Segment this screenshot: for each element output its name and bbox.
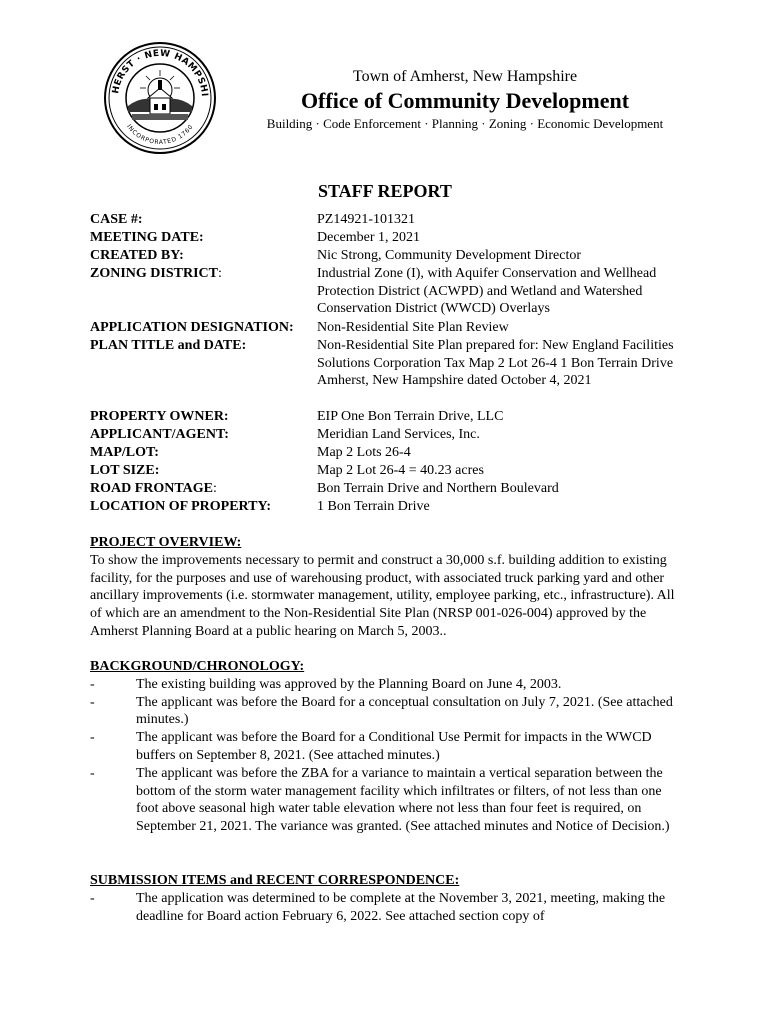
bullet-dash: - [90, 890, 95, 906]
field-label: PLAN TITLE and DATE: [90, 338, 247, 353]
field-value: Bon Terrain Drive and Northern Boulevard [317, 481, 559, 496]
field-value: Nic Strong, Community Development Director [317, 248, 582, 263]
field-value: EIP One Bon Terrain Drive, LLC [317, 409, 504, 424]
bullet-dash: - [90, 765, 95, 781]
list-item: - The applicant was before the ZBA for a variance to maintain a vertical separation between the bottom of the storm water management facility which infiltrates or filters, of not less than one foot above seasonal high water table elevation where not less than four feet is required, on September 21, 2021. The variance was granted. (See attached minutes and Notice of Decision.) [90, 765, 670, 835]
field-label: MAP/LOT: [90, 445, 159, 460]
header-departments: Building · Code Enforcement · Planning · Zoning · Economic Development [266, 116, 664, 131]
svg-text:INCORPORATED 1760: INCORPORATED 1760 [125, 123, 195, 147]
field-value: Meridian Land Services, Inc. [317, 427, 480, 442]
field-label: ZONING DISTRICT: [90, 266, 222, 281]
field-value: Map 2 Lots 26-4 [317, 445, 411, 460]
field-label: LOT SIZE: [90, 463, 160, 478]
list-item: - The application was determined to be complete at the November 3, 2021, meeting, making the deadline for Board action February 6, 2022. See attached section copy of [90, 890, 666, 924]
field-value: Non-Residential Site Plan prepared for: New England Facilities Solutions Corporation Tax Map 2 Lot 26-4 1 Bon Terrain Drive Amherst, New Hampshire dated October 4, 2021 [317, 338, 674, 389]
field-value: December 1, 2021 [317, 230, 421, 245]
list-item: - The applicant was before the Board for a conceptual consultation on July 7, 2021. (See attached minutes.) [90, 694, 673, 728]
field-value: Non-Residential Site Plan Review [317, 320, 509, 335]
section-project-overview [90, 534, 680, 641]
field-value: 1 Bon Terrain Drive [317, 499, 430, 514]
field-label: APPLICATION DESIGNATION: [90, 320, 294, 335]
section-body: To show the improvements necessary to permit and construct a 30,000 s.f. building addition to existing facility, for the purposes and use of warehousing product, with associated truck parking yard and other ancillary improvements (i.e. stormwater management, utility, employee parking, etc., infrastructure). All of which are an amendment to the Non-Residential Site Plan (NRSP 001-026-004) approved by the Amherst Planning Board at a public hearing on March 5, 2003.. [90, 552, 675, 639]
header-office-name: Office of Community Development [300, 88, 630, 113]
field-value: PZ14921-101321 [317, 212, 415, 227]
section-submission-items [90, 872, 680, 925]
field-value: Map 2 Lot 26-4 = 40.23 acres [317, 463, 484, 478]
bullet-dash: - [90, 676, 95, 692]
svg-text:AMHERST · NEW HAMPSHIRE: HERST · NEW HAMPSHI [111, 48, 210, 98]
section-title: BACKGROUND/CHRONOLOGY: [90, 659, 305, 674]
section-background-chronology [90, 658, 680, 836]
field-label: CASE #: [90, 212, 143, 227]
report-title: STAFF REPORT [318, 181, 452, 201]
field-label: ROAD FRONTAGE: [90, 481, 217, 496]
list-item: - The existing building was approved by the Planning Board on June 4, 2003. [90, 676, 562, 692]
field-label: PROPERTY OWNER: [90, 409, 229, 424]
section-title: PROJECT OVERVIEW: [90, 535, 242, 550]
town-seal-logo [100, 40, 220, 155]
field-label: LOCATION OF PROPERTY: [90, 499, 272, 514]
field-label: APPLICANT/AGENT: [90, 427, 229, 442]
field-label: MEETING DATE: [90, 230, 204, 245]
field-value: Industrial Zone (I), with Aquifer Conservation and Wellhead Protection District (ACWPD) and Wetland and Watershed Conservation District (WWCD) Overlays [317, 266, 657, 317]
bullet-dash: - [90, 730, 95, 746]
bullet-dash: - [90, 694, 95, 710]
field-label: CREATED BY: [90, 248, 184, 263]
section-title: SUBMISSION ITEMS and RECENT CORRESPONDENCE: [90, 873, 460, 888]
list-item: - The applicant was before the Board for a Conditional Use Permit for impacts in the WWCD buffers on September 8, 2021. (See attached minutes.) [90, 730, 652, 763]
header-town: Town of Amherst, New Hampshire [352, 68, 578, 85]
